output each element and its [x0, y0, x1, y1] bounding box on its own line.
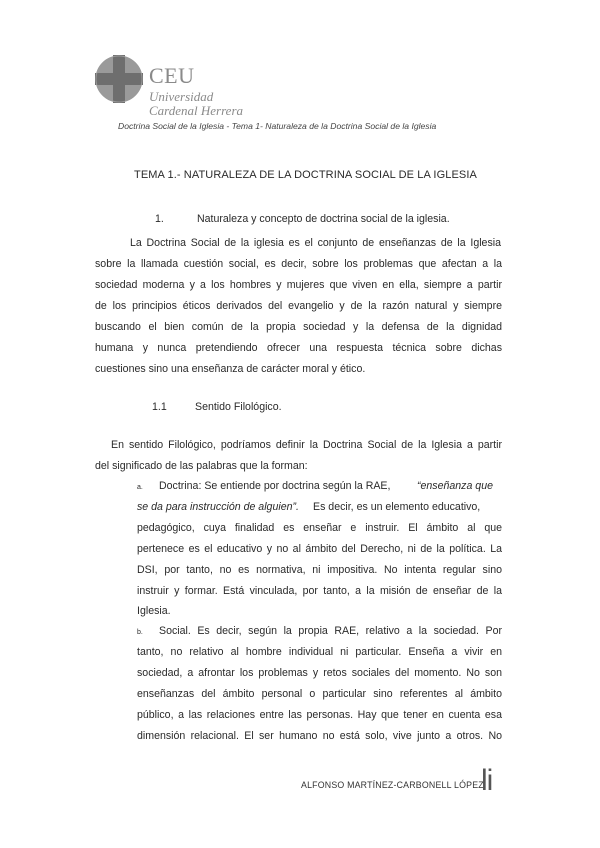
item-b-line: sociedad, a afrontar los problemas y retos sociales del momento. No son — [137, 667, 502, 679]
section1-line: de los principios éticos derivados del evangelio y de la razón natural y siempre — [95, 300, 502, 312]
item-b-line: tanto, no relativo al hombre individual ni particular. Enseña a vivir en — [137, 646, 502, 658]
item-a-line: pertenece es el educativo y no al ámbito del Derecho, ni de la política. La — [137, 543, 502, 555]
section1-number: 1. — [155, 213, 164, 225]
ceu-logo-icon — [95, 55, 143, 103]
logo-ceu-text: CEU — [149, 63, 195, 88]
section11-number: 1.1 — [152, 401, 167, 413]
item-a-line: Iglesia. — [137, 605, 171, 617]
logo-cardenal-herrera-text: Cardenal Herrera — [149, 103, 244, 118]
section1-line: sociedad moderna y a los hombres y mujeres que viven en ella, siempre a partir — [95, 279, 502, 291]
item-b-line: público, a las relaciones entre las personas. Hay que tener en cuenta esa — [137, 709, 502, 721]
item-a-line: DSI, por tanto, no es normativa, ni impositiva. No intenta regular sino — [137, 564, 502, 576]
item-a-second-plain: Es decir, es un elemento educativo, — [313, 501, 481, 513]
section11-heading: Sentido Filológico. — [195, 401, 282, 413]
item-a-first-italic: “enseñanza que — [417, 480, 493, 492]
section11-intro-line: del significado de las palabras que la forman: — [95, 460, 308, 472]
section1-line: sobre la llamada cuestión social, es decir, sobre los problemas que afectan a la — [95, 258, 502, 270]
running-header: Doctrina Social de la Iglesia - Tema 1- Naturaleza de la Doctrina Social de la Iglesia — [118, 121, 437, 131]
document-title: TEMA 1.- NATURALEZA DE LA DOCTRINA SOCIAL DE LA IGLESIA — [134, 169, 477, 181]
footer-page-mark: li — [481, 764, 493, 797]
item-a-second-italic: se da para instrucción de alguien”. — [137, 501, 299, 513]
item-b-marker: b. — [137, 629, 143, 636]
section1-heading: Naturaleza y concepto de doctrina social de la iglesia. — [197, 213, 450, 225]
item-a-line: pedagógico, cuya finalidad es enseñar e instruir. El ámbito al que — [137, 522, 502, 534]
section1-line: La Doctrina Social de la iglesia es el conjunto de enseñanzas de la Iglesia — [130, 237, 501, 249]
section11-intro-line: En sentido Filológico, podríamos definir la Doctrina Social de la Iglesia a partir — [111, 439, 502, 451]
section1-line: cuestiones sino una enseñanza de carácter moral y ético. — [95, 363, 366, 375]
item-a-line: instruir y formar. Está vinculada, por tanto, a la misión de enseñar de la — [137, 585, 502, 597]
item-b-line: dimensión relacional. El ser humano no está solo, vive junto a otros. No — [137, 730, 502, 742]
item-b-line: enseñanzas del ámbito personal o particular sino referentes al ámbito — [137, 688, 502, 700]
item-a-first-plain: Doctrina: Se entiende por doctrina según la RAE, — [159, 480, 391, 492]
section1-line: humana y nunca pretendiendo ofrecer una respuesta técnica sobre dichas — [95, 342, 502, 354]
section1-line: buscando el bien común de la propia sociedad y la defensa de la dignidad — [95, 321, 502, 333]
logo-universidad-text: Universidad — [149, 89, 214, 104]
item-a-marker: a. — [137, 484, 143, 491]
footer-author: ALFONSO MARTÍNEZ-CARBONELL LÓPEZ — [301, 780, 484, 790]
item-b-first: Social. Es decir, según la propia RAE, relativo a la sociedad. Por — [159, 625, 502, 637]
